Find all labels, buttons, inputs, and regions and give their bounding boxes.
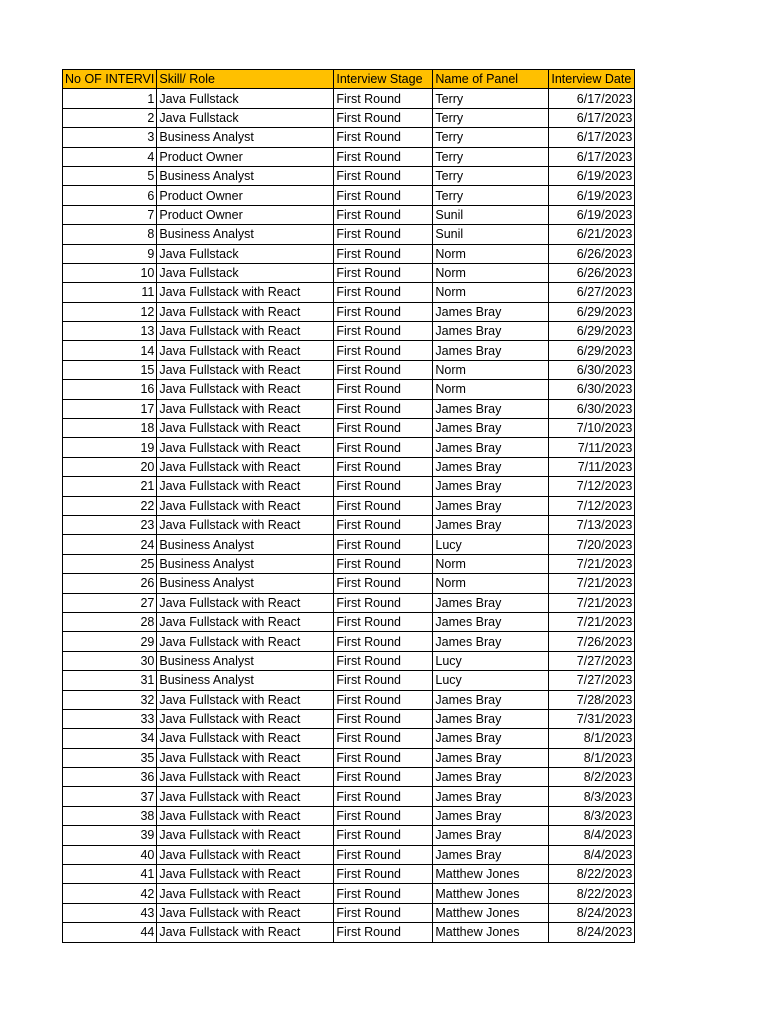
cell-interview-date[interactable]: 8/22/2023	[549, 884, 635, 903]
cell-panel-name[interactable]: James Bray	[433, 438, 549, 457]
cell-interview-stage[interactable]: First Round	[334, 845, 433, 864]
cell-interview-number[interactable]: 24	[63, 535, 157, 554]
cell-skill-role[interactable]: Business Analyst	[157, 651, 334, 670]
cell-skill-role[interactable]: Java Fullstack with React	[157, 768, 334, 787]
header-interview-number[interactable]: No OF INTERVI	[63, 70, 157, 89]
cell-interview-date[interactable]: 7/26/2023	[549, 632, 635, 651]
cell-interview-number[interactable]: 17	[63, 399, 157, 418]
table-row	[63, 205, 635, 224]
cell-panel-name[interactable]: James Bray	[433, 515, 549, 534]
cell-panel-name[interactable]: Sunil	[433, 225, 549, 244]
cell-panel-name[interactable]: Matthew Jones	[433, 923, 549, 942]
cell-panel-name[interactable]: Terry	[433, 128, 549, 147]
cell-interview-number[interactable]: 13	[63, 322, 157, 341]
cell-interview-stage[interactable]: First Round	[334, 399, 433, 418]
header-panel-name[interactable]: Name of Panel	[433, 70, 549, 89]
cell-interview-number[interactable]: 6	[63, 186, 157, 205]
cell-interview-stage[interactable]: First Round	[334, 709, 433, 728]
cell-skill-role[interactable]: Java Fullstack with React	[157, 884, 334, 903]
table-row	[63, 923, 635, 942]
cell-interview-date[interactable]: 6/30/2023	[549, 380, 635, 399]
cell-interview-stage[interactable]: First Round	[334, 322, 433, 341]
cell-interview-stage[interactable]: First Round	[334, 923, 433, 942]
cell-interview-stage[interactable]: First Round	[334, 244, 433, 263]
cell-interview-date[interactable]: 8/24/2023	[549, 923, 635, 942]
cell-skill-role[interactable]: Java Fullstack with React	[157, 419, 334, 438]
cell-panel-name[interactable]: Norm	[433, 360, 549, 379]
cell-skill-role[interactable]: Java Fullstack with React	[157, 865, 334, 884]
cell-interview-date[interactable]: 6/17/2023	[549, 108, 635, 127]
cell-skill-role[interactable]: Java Fullstack with React	[157, 302, 334, 321]
cell-skill-role[interactable]: Java Fullstack with React	[157, 477, 334, 496]
cell-interview-date[interactable]: 7/21/2023	[549, 612, 635, 631]
cell-interview-stage[interactable]: First Round	[334, 225, 433, 244]
cell-interview-stage[interactable]: First Round	[334, 108, 433, 127]
cell-interview-number[interactable]: 42	[63, 884, 157, 903]
table-row	[63, 186, 635, 205]
cell-panel-name[interactable]: James Bray	[433, 690, 549, 709]
cell-skill-role[interactable]: Java Fullstack with React	[157, 399, 334, 418]
cell-panel-name[interactable]: Lucy	[433, 651, 549, 670]
cell-interview-date[interactable]: 7/31/2023	[549, 709, 635, 728]
cell-interview-stage[interactable]: First Round	[334, 515, 433, 534]
cell-interview-date[interactable]: 6/21/2023	[549, 225, 635, 244]
cell-interview-number[interactable]: 25	[63, 554, 157, 573]
cell-interview-number[interactable]: 11	[63, 283, 157, 302]
cell-interview-stage[interactable]: First Round	[334, 690, 433, 709]
cell-panel-name[interactable]: James Bray	[433, 709, 549, 728]
table-row	[63, 787, 635, 806]
table-row	[63, 302, 635, 321]
cell-interview-date[interactable]: 7/21/2023	[549, 554, 635, 573]
cell-panel-name[interactable]: James Bray	[433, 729, 549, 748]
cell-panel-name[interactable]: Terry	[433, 147, 549, 166]
cell-skill-role[interactable]: Java Fullstack with React	[157, 438, 334, 457]
cell-panel-name[interactable]: James Bray	[433, 477, 549, 496]
table-row	[63, 283, 635, 302]
header-row	[63, 70, 635, 89]
cell-panel-name[interactable]: James Bray	[433, 612, 549, 631]
cell-interview-number[interactable]: 40	[63, 845, 157, 864]
cell-skill-role[interactable]: Java Fullstack with React	[157, 709, 334, 728]
cell-interview-date[interactable]: 6/30/2023	[549, 360, 635, 379]
table-row	[63, 89, 635, 108]
cell-interview-number[interactable]: 44	[63, 923, 157, 942]
cell-interview-number[interactable]: 27	[63, 593, 157, 612]
cell-panel-name[interactable]: James Bray	[433, 748, 549, 767]
cell-interview-stage[interactable]: First Round	[334, 302, 433, 321]
cell-skill-role[interactable]: Business Analyst	[157, 225, 334, 244]
cell-interview-stage[interactable]: First Round	[334, 768, 433, 787]
cell-interview-stage[interactable]: First Round	[334, 729, 433, 748]
table-row	[63, 651, 635, 670]
cell-panel-name[interactable]: James Bray	[433, 593, 549, 612]
cell-interview-stage[interactable]: First Round	[334, 438, 433, 457]
table-row	[63, 709, 635, 728]
cell-skill-role[interactable]: Java Fullstack with React	[157, 593, 334, 612]
cell-skill-role[interactable]: Java Fullstack with React	[157, 806, 334, 825]
cell-skill-role[interactable]: Java Fullstack	[157, 263, 334, 282]
cell-skill-role[interactable]: Java Fullstack with React	[157, 748, 334, 767]
cell-panel-name[interactable]: Matthew Jones	[433, 865, 549, 884]
cell-skill-role[interactable]: Java Fullstack with React	[157, 903, 334, 922]
cell-interview-stage[interactable]: First Round	[334, 89, 433, 108]
cell-skill-role[interactable]: Product Owner	[157, 205, 334, 224]
cell-skill-role[interactable]: Java Fullstack with React	[157, 283, 334, 302]
cell-panel-name[interactable]: Norm	[433, 554, 549, 573]
cell-skill-role[interactable]: Java Fullstack	[157, 244, 334, 263]
cell-interview-date[interactable]: 8/4/2023	[549, 845, 635, 864]
cell-skill-role[interactable]: Java Fullstack with React	[157, 322, 334, 341]
cell-interview-number[interactable]: 28	[63, 612, 157, 631]
cell-interview-number[interactable]: 23	[63, 515, 157, 534]
cell-interview-number[interactable]: 34	[63, 729, 157, 748]
cell-skill-role[interactable]: Java Fullstack with React	[157, 632, 334, 651]
cell-interview-number[interactable]: 20	[63, 457, 157, 476]
cell-panel-name[interactable]: James Bray	[433, 632, 549, 651]
cell-panel-name[interactable]: Terry	[433, 186, 549, 205]
table-row	[63, 690, 635, 709]
cell-interview-number[interactable]: 10	[63, 263, 157, 282]
cell-interview-date[interactable]: 7/12/2023	[549, 496, 635, 515]
cell-panel-name[interactable]: Matthew Jones	[433, 884, 549, 903]
cell-interview-date[interactable]: 8/1/2023	[549, 729, 635, 748]
cell-interview-stage[interactable]: First Round	[334, 341, 433, 360]
table-row	[63, 341, 635, 360]
cell-interview-stage[interactable]: First Round	[334, 554, 433, 573]
cell-interview-stage[interactable]: First Round	[334, 496, 433, 515]
cell-skill-role[interactable]: Business Analyst	[157, 535, 334, 554]
cell-panel-name[interactable]: James Bray	[433, 496, 549, 515]
cell-panel-name[interactable]: Sunil	[433, 205, 549, 224]
cell-interview-number[interactable]: 29	[63, 632, 157, 651]
cell-skill-role[interactable]: Java Fullstack with React	[157, 341, 334, 360]
table-row	[63, 903, 635, 922]
cell-interview-date[interactable]: 7/11/2023	[549, 457, 635, 476]
cell-interview-stage[interactable]: First Round	[334, 419, 433, 438]
cell-interview-date[interactable]: 6/19/2023	[549, 205, 635, 224]
cell-interview-stage[interactable]: First Round	[334, 671, 433, 690]
cell-interview-date[interactable]: 6/19/2023	[549, 186, 635, 205]
cell-interview-stage[interactable]: First Round	[334, 283, 433, 302]
cell-interview-number[interactable]: 32	[63, 690, 157, 709]
cell-panel-name[interactable]: James Bray	[433, 787, 549, 806]
table-row	[63, 457, 635, 476]
table-row	[63, 108, 635, 127]
table-row	[63, 147, 635, 166]
cell-skill-role[interactable]: Java Fullstack with React	[157, 515, 334, 534]
cell-interview-stage[interactable]: First Round	[334, 457, 433, 476]
cell-skill-role[interactable]: Java Fullstack with React	[157, 729, 334, 748]
cell-interview-stage[interactable]: First Round	[334, 884, 433, 903]
cell-panel-name[interactable]: Terry	[433, 166, 549, 185]
cell-interview-number[interactable]: 7	[63, 205, 157, 224]
cell-interview-number[interactable]: 39	[63, 826, 157, 845]
cell-interview-number[interactable]: 3	[63, 128, 157, 147]
cell-skill-role[interactable]: Business Analyst	[157, 671, 334, 690]
cell-panel-name[interactable]: Norm	[433, 380, 549, 399]
table-row	[63, 748, 635, 767]
cell-interview-number[interactable]: 37	[63, 787, 157, 806]
table-row	[63, 399, 635, 418]
cell-interview-number[interactable]: 33	[63, 709, 157, 728]
cell-interview-date[interactable]: 6/30/2023	[549, 399, 635, 418]
cell-interview-date[interactable]: 6/29/2023	[549, 302, 635, 321]
cell-panel-name[interactable]: Norm	[433, 574, 549, 593]
cell-interview-stage[interactable]: First Round	[334, 903, 433, 922]
cell-interview-number[interactable]: 41	[63, 865, 157, 884]
cell-interview-date[interactable]: 6/27/2023	[549, 283, 635, 302]
cell-interview-stage[interactable]: First Round	[334, 360, 433, 379]
cell-interview-date[interactable]: 6/17/2023	[549, 147, 635, 166]
cell-skill-role[interactable]: Java Fullstack	[157, 108, 334, 127]
table-row	[63, 612, 635, 631]
table-header	[63, 70, 635, 89]
cell-panel-name[interactable]: James Bray	[433, 826, 549, 845]
table-row	[63, 632, 635, 651]
cell-interview-date[interactable]: 7/20/2023	[549, 535, 635, 554]
table-row	[63, 380, 635, 399]
cell-interview-date[interactable]: 8/3/2023	[549, 787, 635, 806]
table-row	[63, 806, 635, 825]
cell-interview-number[interactable]: 38	[63, 806, 157, 825]
cell-skill-role[interactable]: Product Owner	[157, 147, 334, 166]
cell-interview-date[interactable]: 7/10/2023	[549, 419, 635, 438]
cell-interview-stage[interactable]: First Round	[334, 748, 433, 767]
header-interview-stage[interactable]: Interview Stage	[334, 70, 433, 89]
cell-interview-number[interactable]: 36	[63, 768, 157, 787]
cell-interview-number[interactable]: 15	[63, 360, 157, 379]
cell-skill-role[interactable]: Java Fullstack	[157, 89, 334, 108]
cell-interview-number[interactable]: 18	[63, 419, 157, 438]
cell-interview-number[interactable]: 35	[63, 748, 157, 767]
table-row	[63, 515, 635, 534]
table-row	[63, 419, 635, 438]
cell-panel-name[interactable]: Lucy	[433, 671, 549, 690]
cell-skill-role[interactable]: Java Fullstack with React	[157, 496, 334, 515]
table-body	[63, 89, 635, 942]
cell-interview-stage[interactable]: First Round	[334, 574, 433, 593]
cell-interview-stage[interactable]: First Round	[334, 205, 433, 224]
cell-skill-role[interactable]: Java Fullstack with React	[157, 380, 334, 399]
cell-interview-number[interactable]: 1	[63, 89, 157, 108]
cell-interview-date[interactable]: 6/17/2023	[549, 128, 635, 147]
cell-interview-stage[interactable]: First Round	[334, 166, 433, 185]
cell-skill-role[interactable]: Java Fullstack with React	[157, 923, 334, 942]
table-row	[63, 865, 635, 884]
table-row	[63, 128, 635, 147]
table-row	[63, 768, 635, 787]
table-row	[63, 477, 635, 496]
header-interview-date[interactable]: Interview Date	[549, 70, 635, 89]
cell-interview-stage[interactable]: First Round	[334, 593, 433, 612]
cell-skill-role[interactable]: Business Analyst	[157, 554, 334, 573]
cell-interview-stage[interactable]: First Round	[334, 826, 433, 845]
table-row	[63, 322, 635, 341]
cell-panel-name[interactable]: James Bray	[433, 768, 549, 787]
cell-interview-number[interactable]: 31	[63, 671, 157, 690]
cell-interview-stage[interactable]: First Round	[334, 147, 433, 166]
table-row	[63, 593, 635, 612]
cell-panel-name[interactable]: James Bray	[433, 419, 549, 438]
cell-interview-stage[interactable]: First Round	[334, 186, 433, 205]
cell-interview-stage[interactable]: First Round	[334, 612, 433, 631]
cell-interview-stage[interactable]: First Round	[334, 787, 433, 806]
cell-interview-date[interactable]: 6/26/2023	[549, 263, 635, 282]
cell-panel-name[interactable]: James Bray	[433, 457, 549, 476]
cell-skill-role[interactable]: Java Fullstack with React	[157, 826, 334, 845]
table-row	[63, 225, 635, 244]
table-row	[63, 263, 635, 282]
cell-skill-role[interactable]: Java Fullstack with React	[157, 360, 334, 379]
cell-interview-stage[interactable]: First Round	[334, 477, 433, 496]
cell-skill-role[interactable]: Product Owner	[157, 186, 334, 205]
cell-interview-date[interactable]: 6/29/2023	[549, 322, 635, 341]
table-row	[63, 554, 635, 573]
cell-interview-date[interactable]: 7/12/2023	[549, 477, 635, 496]
table-row	[63, 166, 635, 185]
table-row	[63, 438, 635, 457]
table-row	[63, 496, 635, 515]
cell-interview-number[interactable]: 5	[63, 166, 157, 185]
cell-interview-date[interactable]: 7/13/2023	[549, 515, 635, 534]
header-skill-role[interactable]: Skill/ Role	[157, 70, 334, 89]
cell-panel-name[interactable]: James Bray	[433, 322, 549, 341]
cell-interview-date[interactable]: 7/21/2023	[549, 593, 635, 612]
cell-panel-name[interactable]: James Bray	[433, 399, 549, 418]
cell-skill-role[interactable]: Business Analyst	[157, 128, 334, 147]
cell-interview-date[interactable]: 8/4/2023	[549, 826, 635, 845]
cell-interview-stage[interactable]: First Round	[334, 535, 433, 554]
table-row	[63, 574, 635, 593]
cell-skill-role[interactable]: Java Fullstack with React	[157, 612, 334, 631]
cell-interview-stage[interactable]: First Round	[334, 806, 433, 825]
cell-panel-name[interactable]: James Bray	[433, 845, 549, 864]
cell-interview-date[interactable]: 8/2/2023	[549, 768, 635, 787]
table-row	[63, 535, 635, 554]
cell-skill-role[interactable]: Business Analyst	[157, 166, 334, 185]
cell-interview-number[interactable]: 12	[63, 302, 157, 321]
table-row	[63, 671, 635, 690]
cell-interview-date[interactable]: 6/26/2023	[549, 244, 635, 263]
cell-skill-role[interactable]: Java Fullstack with React	[157, 690, 334, 709]
cell-interview-date[interactable]: 7/28/2023	[549, 690, 635, 709]
cell-panel-name[interactable]: Norm	[433, 263, 549, 282]
cell-interview-date[interactable]: 6/17/2023	[549, 89, 635, 108]
cell-skill-role[interactable]: Java Fullstack with React	[157, 457, 334, 476]
cell-interview-number[interactable]: 16	[63, 380, 157, 399]
cell-panel-name[interactable]: Matthew Jones	[433, 903, 549, 922]
cell-skill-role[interactable]: Java Fullstack with React	[157, 787, 334, 806]
cell-interview-number[interactable]: 14	[63, 341, 157, 360]
cell-skill-role[interactable]: Java Fullstack with React	[157, 845, 334, 864]
cell-interview-date[interactable]: 8/22/2023	[549, 865, 635, 884]
cell-interview-number[interactable]: 4	[63, 147, 157, 166]
cell-interview-number[interactable]: 26	[63, 574, 157, 593]
cell-interview-number[interactable]: 8	[63, 225, 157, 244]
cell-interview-stage[interactable]: First Round	[334, 865, 433, 884]
cell-panel-name[interactable]: Norm	[433, 244, 549, 263]
cell-interview-number[interactable]: 19	[63, 438, 157, 457]
table-row	[63, 244, 635, 263]
cell-interview-date[interactable]: 7/27/2023	[549, 651, 635, 670]
cell-interview-stage[interactable]: First Round	[334, 263, 433, 282]
table-row	[63, 729, 635, 748]
cell-interview-stage[interactable]: First Round	[334, 380, 433, 399]
table-row	[63, 845, 635, 864]
cell-interview-number[interactable]: 43	[63, 903, 157, 922]
cell-panel-name[interactable]: Lucy	[433, 535, 549, 554]
cell-interview-number[interactable]: 30	[63, 651, 157, 670]
cell-panel-name[interactable]: Terry	[433, 89, 549, 108]
cell-panel-name[interactable]: Terry	[433, 108, 549, 127]
cell-interview-number[interactable]: 2	[63, 108, 157, 127]
cell-interview-date[interactable]: 8/1/2023	[549, 748, 635, 767]
cell-interview-number[interactable]: 21	[63, 477, 157, 496]
cell-interview-date[interactable]: 8/24/2023	[549, 903, 635, 922]
cell-interview-stage[interactable]: First Round	[334, 651, 433, 670]
cell-interview-date[interactable]: 6/29/2023	[549, 341, 635, 360]
cell-panel-name[interactable]: James Bray	[433, 341, 549, 360]
cell-panel-name[interactable]: James Bray	[433, 806, 549, 825]
table-row	[63, 360, 635, 379]
cell-skill-role[interactable]: Business Analyst	[157, 574, 334, 593]
cell-panel-name[interactable]: Norm	[433, 283, 549, 302]
cell-interview-stage[interactable]: First Round	[334, 632, 433, 651]
cell-interview-date[interactable]: 7/11/2023	[549, 438, 635, 457]
cell-interview-number[interactable]: 22	[63, 496, 157, 515]
cell-interview-number[interactable]: 9	[63, 244, 157, 263]
table-row	[63, 826, 635, 845]
interview-table	[62, 69, 635, 943]
cell-interview-date[interactable]: 6/19/2023	[549, 166, 635, 185]
cell-interview-stage[interactable]: First Round	[334, 128, 433, 147]
cell-interview-date[interactable]: 7/27/2023	[549, 671, 635, 690]
cell-panel-name[interactable]: James Bray	[433, 302, 549, 321]
table-row	[63, 884, 635, 903]
cell-interview-date[interactable]: 8/3/2023	[549, 806, 635, 825]
cell-interview-date[interactable]: 7/21/2023	[549, 574, 635, 593]
